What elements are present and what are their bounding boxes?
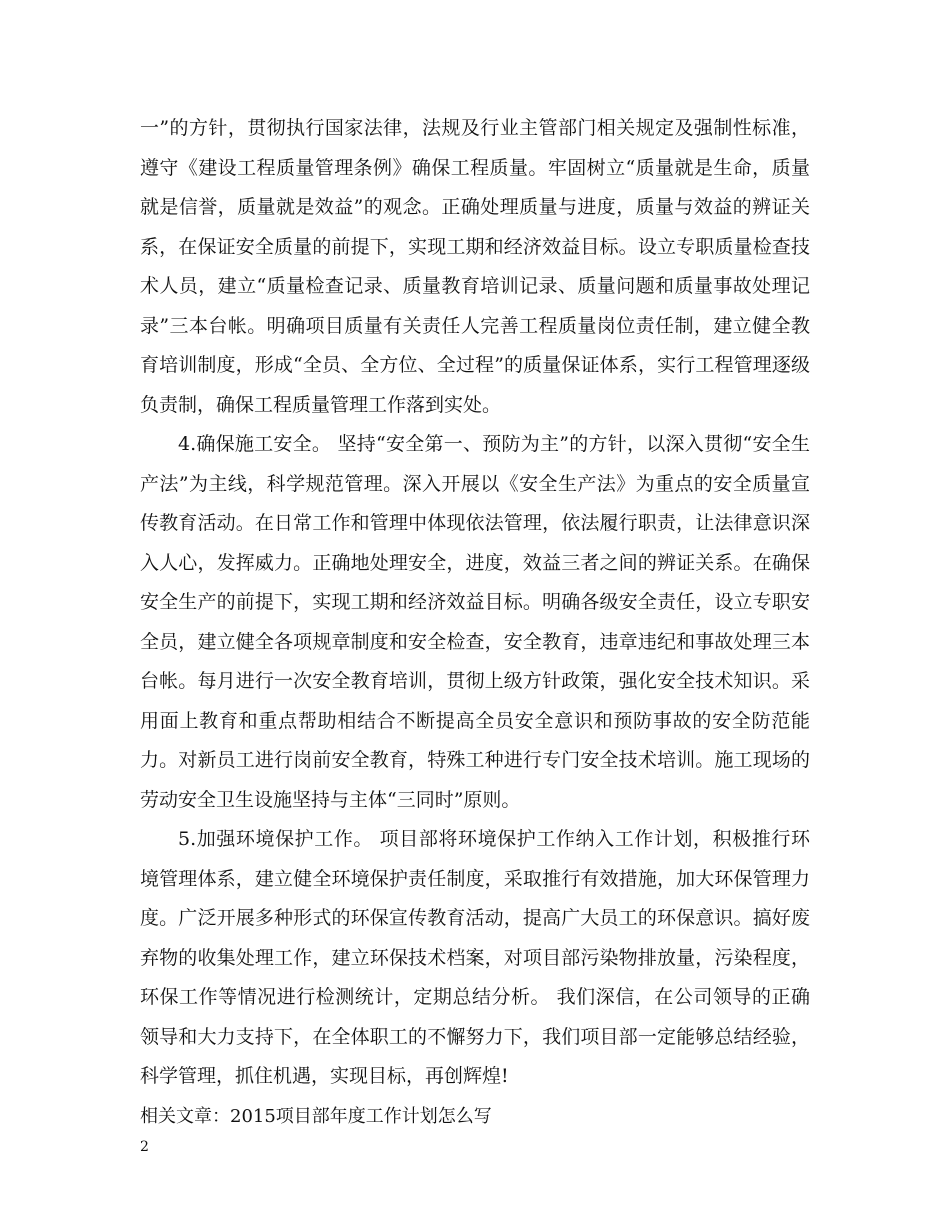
related-article-link[interactable]: 相关文章：2015项目部年度工作计划怎么写 <box>140 1105 492 1127</box>
paragraph-environment: 5.加强环境保护工作。 项目部将环境保护工作纳入工作计划，积极推行环境管理体系，建立健全环境保护责任制度，采取推行有效措施，加大环保管理力度。广泛开展多种形式的环保宣传教育活动，提高广大员工的环保意识。搞好废弃物的收集处理工作，建立环保技术档案，对项目部污染物排放量，污染程度，环保工作等情况进行检测统计，定期总结分析。 我们深信，在公司领导的正确领导和大力支持下，在全体职工的不懈努力下，我们项目部一定能够总结经验，科学管理，抓住机遇，实现目标，再创辉煌! <box>140 828 810 1087</box>
document-body <box>140 109 810 1136</box>
page-number: 2 <box>140 1139 149 1155</box>
paragraph-safety: 4.确保施工安全。 坚持“安全第一、预防为主”的方针，以深入贯彻“安全生产法”为主线，科学规范管理。深入开展以《安全生产法》为重点的安全质量宣传教育活动。在日常工作和管理中体现依法管理，依法履行职责，让法律意识深入人心，发挥威力。正确地处理安全，进度，效益三者之间的辨证关系。在确保安全生产的前提下，实现工期和经济效益目标。明确各级安全责任，设立专职安全员，建立健全各项规章制度和安全检查，安全教育，违章违纪和事故处理三本台帐。每月进行一次安全教育培训，贯彻上级方针政策，强化安全技术知识。采用面上教育和重点帮助相结合不断提高全员安全意识和预防事故的安全防范能力。对新员工进行岗前安全教育，特殊工种进行专门安全技术培训。施工现场的劳动安全卫生设施坚持与主体“三同时”原则。 <box>140 433 810 811</box>
paragraph-quality: 一”的方针，贯彻执行国家法律，法规及行业主管部门相关规定及强制性标准，遵守《建设工程质量管理条例》确保工程质量。牢固树立“质量就是生命，质量就是信誉，质量就是效益”的观念。正确处理质量与进度，质量与效益的辨证关系，在保证安全质量的前提下，实现工期和经济效益目标。设立专职质量检查技术人员，建立“质量检查记录、质量教育培训记录、质量问题和质量事故处理记录”三本台帐。明确项目质量有关责任人完善工程质量岗位责任制，建立健全教育培训制度，形成“全员、全方位、全过程”的质量保证体系，实行工程管理逐级负责制，确保工程质量管理工作落到实处。 <box>140 117 810 416</box>
